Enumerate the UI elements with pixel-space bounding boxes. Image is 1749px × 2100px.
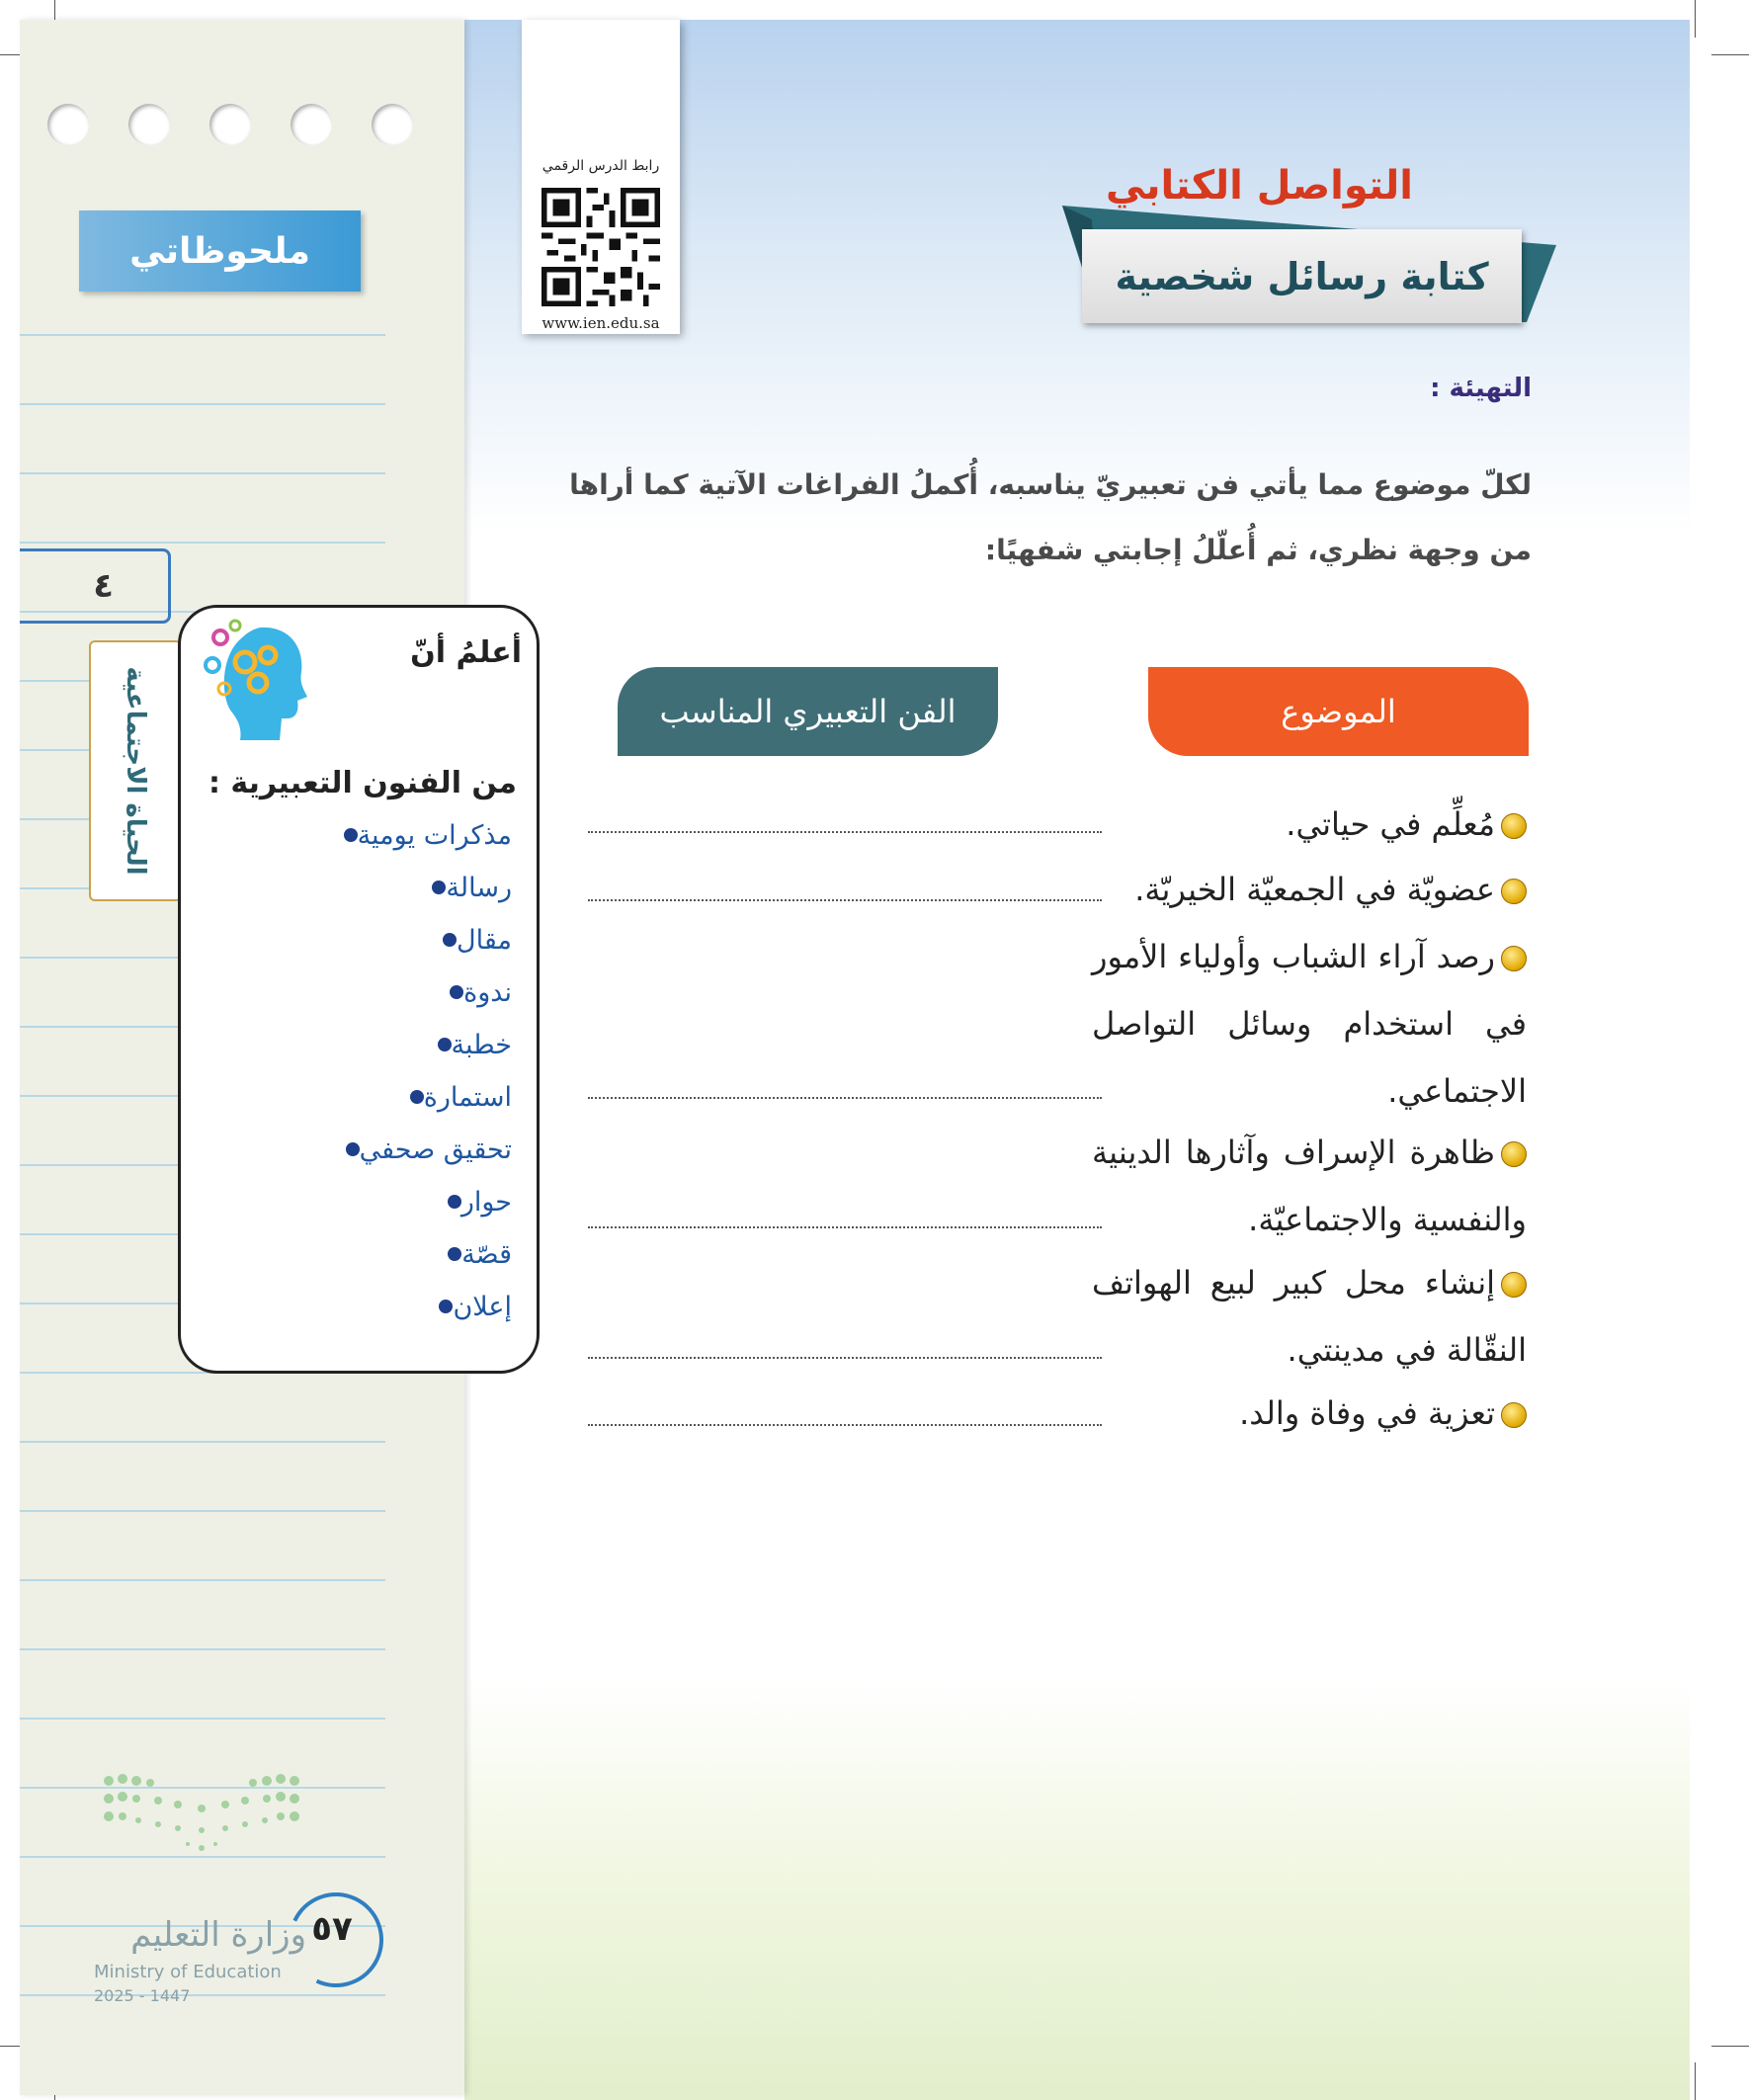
- bullet-icon: [1501, 946, 1527, 971]
- notebook-rule-line: [20, 1579, 385, 1581]
- info-subtitle: من الفنون التعبيرية :: [208, 766, 517, 800]
- bullet-icon: [410, 1090, 424, 1104]
- warmup-instruction: لكلّ موضوع مما يأتي فن تعبيريّ يناسبه، أُكملُ الفراغات الآتية كما أراها من وجهة نظري، ثم أُعلّلُ إجابتي شفهيًا:: [569, 468, 1532, 566]
- notebook-rule-line: [20, 1441, 385, 1443]
- head-gears-icon: [201, 618, 309, 746]
- topic-item: مُعلِّم في حياتي.: [1092, 791, 1527, 858]
- list-item: خطبة: [426, 1025, 512, 1064]
- answer-line[interactable]: [588, 1357, 1102, 1359]
- crop-mark: [1695, 2062, 1696, 2100]
- list-item: ندوة: [438, 972, 512, 1012]
- topic-item: تعزية في وفاة والد.: [1092, 1380, 1527, 1447]
- answer-line[interactable]: [588, 1424, 1102, 1426]
- bullet-icon: [432, 881, 446, 894]
- unit-title-tab: [89, 640, 182, 901]
- list-item: استمارة: [398, 1077, 512, 1117]
- bullet-icon: [1501, 1272, 1527, 1298]
- ministry-name-ar: وزارة التعليم: [130, 1915, 306, 1955]
- topic-item: إنشاء محل كبير لبيع الهواتف النقّالة في مدينتي.: [1092, 1264, 1527, 1369]
- notebook-rule-line: [20, 1510, 385, 1512]
- topic-item: ظاهرة الإسراف وآثارها الدينية والنفسية والاجتماعيّة.: [1092, 1134, 1527, 1238]
- binder-hole: [128, 104, 170, 145]
- bullet-icon: [346, 1142, 360, 1156]
- notebook-rule-line: [20, 1648, 385, 1650]
- edition-year: 2025 - 1447: [94, 1986, 191, 2005]
- crop-mark: [1711, 54, 1749, 55]
- qr-url[interactable]: www.ien.edu.sa: [541, 314, 660, 332]
- list-item: رسالة: [420, 868, 512, 907]
- answer-line[interactable]: [588, 831, 1102, 833]
- info-box: [178, 605, 540, 1374]
- ministry-name-en: Ministry of Education: [94, 1962, 282, 1982]
- qr-card[interactable]: [522, 20, 680, 334]
- info-title: أعلمُ أنّ: [410, 635, 522, 670]
- list-item: حوار: [436, 1182, 512, 1221]
- bullet-icon: [1501, 1141, 1527, 1167]
- unit-number-box: [20, 548, 171, 624]
- bullet-icon: [443, 933, 457, 947]
- answer-line[interactable]: [588, 1097, 1102, 1099]
- bullet-icon: [439, 1300, 453, 1313]
- binder-hole: [209, 104, 251, 145]
- bullet-icon: [448, 1247, 461, 1261]
- bullet-icon: [448, 1195, 461, 1209]
- notebook-rule-line: [20, 542, 385, 544]
- art-header: الفن التعبيري المناسب: [618, 667, 998, 756]
- bullet-icon: [450, 985, 463, 999]
- warmup-label: التهيئة :: [1430, 374, 1532, 403]
- lesson-title: كتابة رسائل شخصية: [1082, 229, 1522, 323]
- topic-item: عضويّة في الجمعيّة الخيريّة.: [1092, 856, 1527, 923]
- list-item: إعلان: [427, 1287, 512, 1326]
- bullet-icon: [1501, 879, 1527, 904]
- unit-title: الحياة الاجتماعية: [121, 666, 150, 876]
- crop-mark: [1711, 2046, 1749, 2047]
- qr-label: رابط الدرس الرقمي: [541, 158, 660, 174]
- topic-header: الموضوع: [1148, 667, 1529, 756]
- binder-hole: [291, 104, 332, 145]
- crop-mark: [1695, 0, 1696, 38]
- list-item: مقال: [431, 920, 512, 960]
- ministry-logo-icon: [99, 1769, 316, 1888]
- binder-hole: [372, 104, 413, 145]
- topic-item: رصد آراء الشباب وأولياء الأمور في استخدام وسائل التواصل الاجتماعي.: [1092, 938, 1527, 1110]
- bullet-icon: [438, 1038, 452, 1051]
- notes-tab: ملحوظاتي: [79, 210, 361, 292]
- list-item: تحقيق صحفي: [334, 1130, 512, 1169]
- notebook-rule-line: [20, 334, 385, 336]
- bullet-icon: [1501, 813, 1527, 839]
- qr-code-icon[interactable]: [541, 188, 660, 306]
- answer-line[interactable]: [588, 899, 1102, 901]
- page-number: ٥٧: [311, 1909, 353, 1949]
- notebook-rule-line: [20, 403, 385, 405]
- notebook-rule-line: [20, 1718, 385, 1720]
- section-title: التواصل الكتابي: [1106, 163, 1413, 209]
- bullet-icon: [344, 828, 358, 842]
- notebook-rule-line: [20, 472, 385, 474]
- list-item: قصّة: [436, 1234, 512, 1274]
- list-item: مذكرات يومية: [332, 815, 512, 855]
- answer-line[interactable]: [588, 1226, 1102, 1228]
- grass-background: [464, 1680, 1690, 2100]
- binder-hole: [47, 104, 89, 145]
- bullet-icon: [1501, 1402, 1527, 1428]
- unit-number: ٤: [93, 566, 114, 606]
